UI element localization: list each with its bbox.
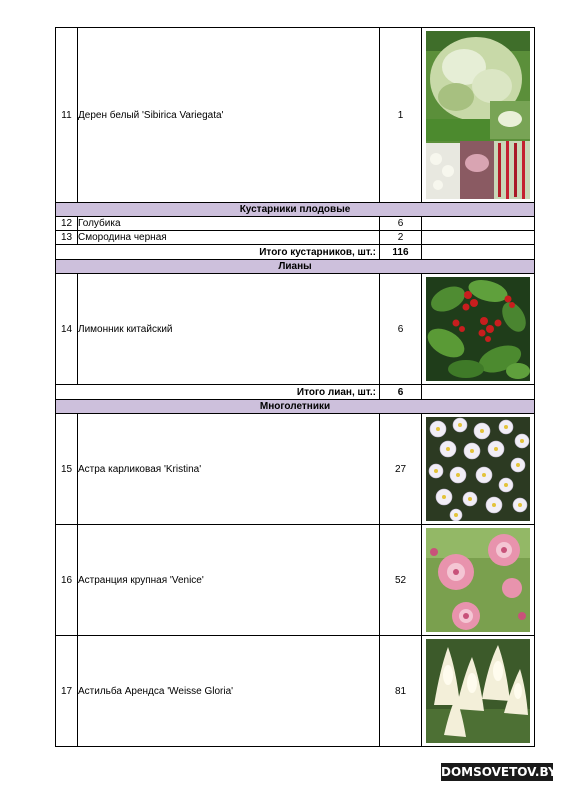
- table-row: [56, 636, 535, 747]
- white-aster-photo: [426, 417, 530, 521]
- white-astilbe-photo: [426, 639, 530, 743]
- plant-quantity: 6: [380, 274, 422, 385]
- plant-quantity: 27: [380, 414, 422, 525]
- row-number: 15: [56, 414, 78, 525]
- plant-quantity: 6: [380, 217, 422, 231]
- pink-astrantia-photo: [426, 528, 530, 632]
- photo-cell: [422, 525, 535, 636]
- plant-list-table: [55, 27, 535, 747]
- plant-name: Астильба Арендса 'Weisse Gloria': [78, 636, 380, 747]
- row-number: 14: [56, 274, 78, 385]
- section-header-lianas: [56, 260, 535, 274]
- row-number: 12: [56, 217, 78, 231]
- row-number: 17: [56, 636, 78, 747]
- row-number: 11: [56, 28, 78, 203]
- plant-name: Лимонник китайский: [78, 274, 380, 385]
- schisandra-berries-photo: [426, 277, 530, 381]
- section-title: Лианы: [56, 260, 535, 274]
- table-row: [56, 525, 535, 636]
- table-row: [56, 231, 535, 245]
- total-label: Итого лиан, шт.:: [56, 385, 380, 400]
- plant-name: Голубика: [78, 217, 380, 231]
- table-row: [56, 217, 535, 231]
- empty-photo-cell: [422, 385, 535, 400]
- photo-cell: [422, 274, 535, 385]
- total-row-lianas: [56, 385, 535, 400]
- section-title: Многолетники: [56, 400, 535, 414]
- section-header-fruit-shrubs: [56, 203, 535, 217]
- empty-photo-cell: [422, 217, 535, 231]
- total-label: Итого кустарников, шт.:: [56, 245, 380, 260]
- plant-quantity: 81: [380, 636, 422, 747]
- table-row: [56, 274, 535, 385]
- section-header-perennials: [56, 400, 535, 414]
- plant-quantity: 52: [380, 525, 422, 636]
- section-title: Кустарники плодовые: [56, 203, 535, 217]
- empty-photo-cell: [422, 245, 535, 260]
- empty-photo-cell: [422, 231, 535, 245]
- dogwood-variegated-photo: [426, 31, 530, 199]
- plant-name: Астра карликовая 'Kristina': [78, 414, 380, 525]
- total-quantity: 6: [380, 385, 422, 400]
- site-watermark: DOMSOVETOV.BY: [441, 765, 557, 779]
- photo-cell: [422, 414, 535, 525]
- plant-name: Дерен белый 'Sibirica Variegata': [78, 28, 380, 203]
- plant-name: Астранция крупная 'Venice': [78, 525, 380, 636]
- photo-cell: [422, 636, 535, 747]
- plant-quantity: 2: [380, 231, 422, 245]
- row-number: 13: [56, 231, 78, 245]
- row-number: 16: [56, 525, 78, 636]
- table-row: [56, 414, 535, 525]
- table-row: [56, 28, 535, 203]
- plant-quantity: 1: [380, 28, 422, 203]
- photo-cell: [422, 28, 535, 203]
- total-quantity: 116: [380, 245, 422, 260]
- total-row-shrubs: [56, 245, 535, 260]
- plant-name: Смородина черная: [78, 231, 380, 245]
